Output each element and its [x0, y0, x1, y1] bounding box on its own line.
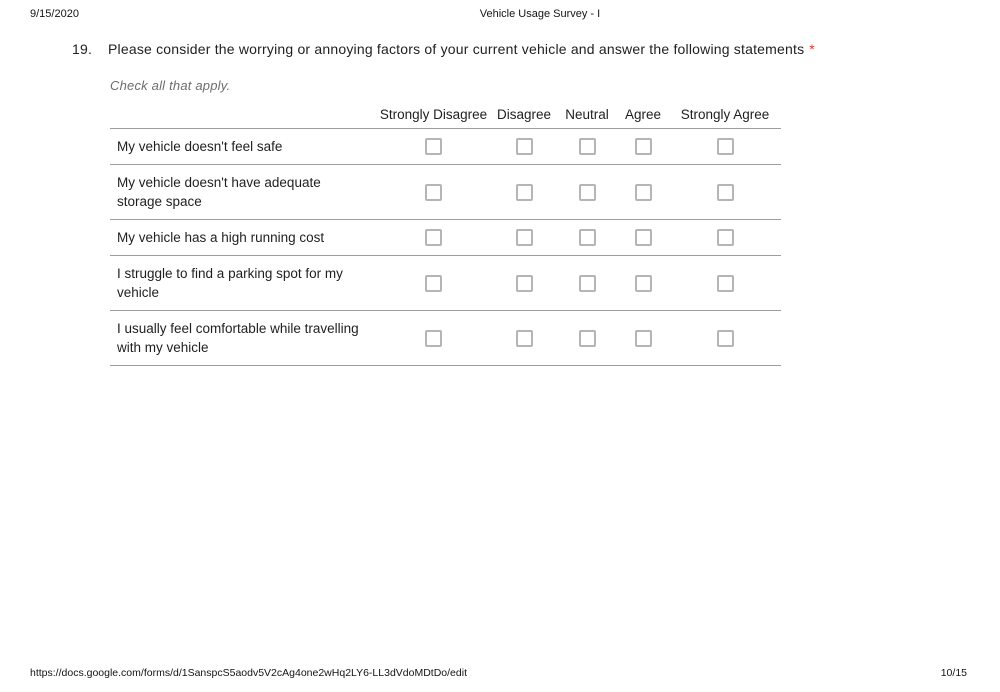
checkbox[interactable] — [516, 330, 533, 347]
row-label: My vehicle has a high running cost — [117, 230, 325, 245]
checkbox[interactable] — [425, 229, 442, 246]
checkbox-cell — [376, 229, 491, 246]
checkbox-cell — [557, 184, 617, 201]
grid-header-spacer — [110, 112, 376, 128]
checkbox[interactable] — [635, 184, 652, 201]
grid-row-5 — [110, 311, 781, 366]
checkbox[interactable] — [635, 229, 652, 246]
checkbox[interactable] — [717, 275, 734, 292]
question-text: Please consider the worrying or annoying factors of your current vehicle and answer the following statements — [108, 41, 805, 57]
column-header-2: Disagree — [496, 107, 552, 122]
grid-row-4 — [110, 256, 781, 311]
checkbox-cell — [617, 184, 669, 201]
checkbox[interactable] — [579, 184, 596, 201]
checkbox-cell — [376, 275, 491, 292]
checkbox[interactable] — [635, 330, 652, 347]
grid-header-row — [110, 106, 781, 129]
column-header-1: Strongly Disagree — [379, 107, 488, 122]
print-header-title: Vehicle Usage Survey - I — [479, 8, 601, 20]
checkbox[interactable] — [579, 138, 596, 155]
checkbox[interactable] — [425, 184, 442, 201]
question-text-wrap — [108, 41, 815, 57]
checkbox[interactable] — [425, 330, 442, 347]
print-footer-url: https://docs.google.com/forms/d/1SanspcS5aodv5V2cAg4one2wHq2LY6-LL3dVdoMDtDo/edit — [30, 667, 467, 679]
row-label: I usually feel comfortable while travelling with my vehicle — [117, 321, 359, 355]
checkbox-cell — [557, 138, 617, 155]
print-footer-page-indicator: 10/15 — [940, 667, 967, 679]
checkbox-grid — [110, 106, 781, 366]
row-label: I struggle to find a parking spot for my vehicle — [117, 266, 343, 300]
question-hint: Check all that apply. — [110, 78, 231, 93]
question-number: 19. — [72, 41, 93, 57]
checkbox-cell — [557, 229, 617, 246]
checkbox-cell — [669, 229, 781, 246]
checkbox[interactable] — [579, 330, 596, 347]
checkbox[interactable] — [516, 275, 533, 292]
checkbox[interactable] — [635, 275, 652, 292]
checkbox-cell — [669, 184, 781, 201]
checkbox[interactable] — [635, 138, 652, 155]
row-label: My vehicle doesn't feel safe — [117, 139, 283, 154]
column-header-4: Agree — [624, 107, 662, 122]
checkbox[interactable] — [516, 184, 533, 201]
checkbox-cell — [669, 330, 781, 347]
checkbox-cell — [491, 330, 557, 347]
checkbox[interactable] — [717, 330, 734, 347]
checkbox-cell — [557, 275, 617, 292]
column-header-5: Strongly Agree — [680, 107, 770, 122]
checkbox[interactable] — [717, 184, 734, 201]
checkbox-cell — [557, 330, 617, 347]
checkbox-cell — [617, 229, 669, 246]
checkbox[interactable] — [579, 229, 596, 246]
checkbox[interactable] — [425, 275, 442, 292]
checkbox-cell — [376, 330, 491, 347]
checkbox[interactable] — [717, 229, 734, 246]
checkbox[interactable] — [717, 138, 734, 155]
checkbox[interactable] — [579, 275, 596, 292]
checkbox-cell — [669, 138, 781, 155]
checkbox-cell — [491, 138, 557, 155]
checkbox[interactable] — [516, 229, 533, 246]
checkbox-cell — [617, 138, 669, 155]
question-block — [72, 41, 972, 57]
checkbox-cell — [617, 275, 669, 292]
checkbox-cell — [491, 275, 557, 292]
grid-row-3 — [110, 220, 781, 256]
grid-row-1 — [110, 129, 781, 165]
required-asterisk: * — [809, 41, 815, 57]
checkbox-cell — [617, 330, 669, 347]
checkbox-cell — [376, 184, 491, 201]
checkbox[interactable] — [425, 138, 442, 155]
checkbox-cell — [669, 275, 781, 292]
checkbox-cell — [376, 138, 491, 155]
checkbox[interactable] — [516, 138, 533, 155]
checkbox-cell — [491, 184, 557, 201]
checkbox-cell — [491, 229, 557, 246]
grid-row-2 — [110, 165, 781, 220]
row-label: My vehicle doesn't have adequate storage space — [117, 175, 321, 209]
column-header-3: Neutral — [565, 107, 609, 122]
print-header-date: 9/15/2020 — [30, 8, 79, 20]
